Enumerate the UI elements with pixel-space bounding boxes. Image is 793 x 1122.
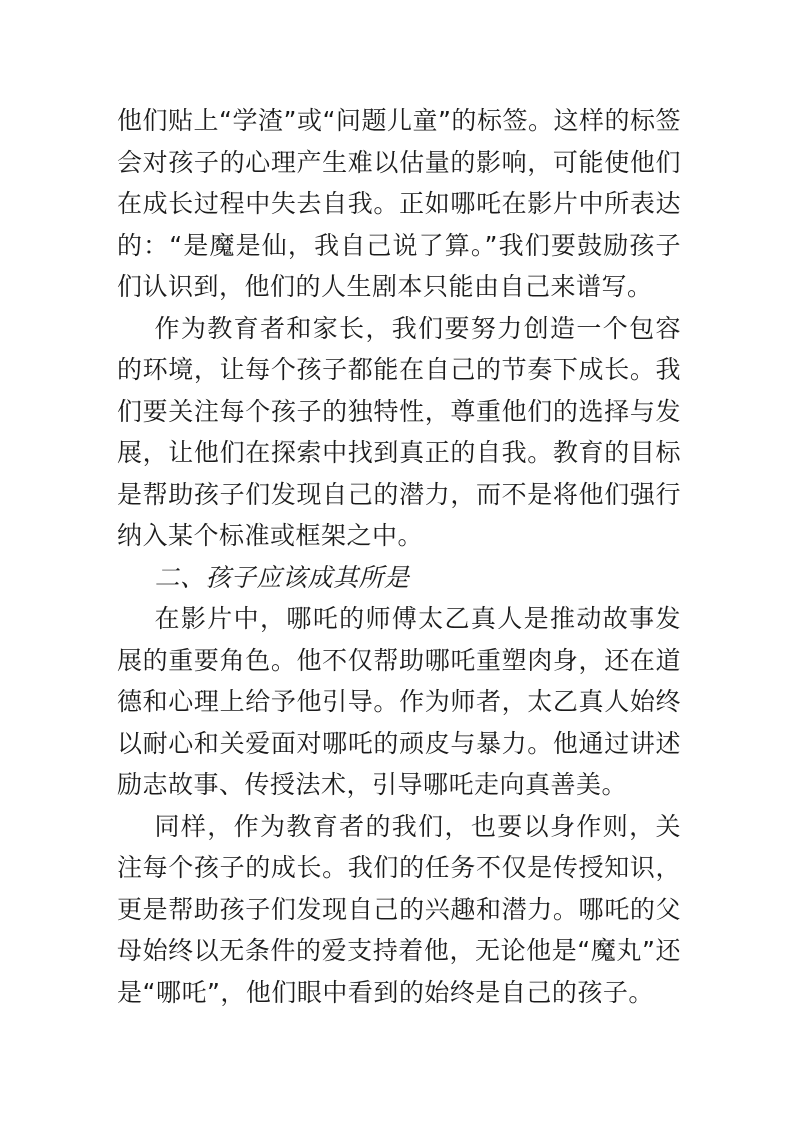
body-paragraph: 在影片中，哪吒的师傅太乙真人是推动故事发展的重要角色。他不仅帮助哪吒重塑肉身，还在道德和心理上给予他引导。作为师者，太乙真人始终以耐心和关爱面对哪吒的顽皮与暴力。他通过讲述励志故事、传授法术，引导哪吒走向真善美。: [117, 604, 681, 799]
body-paragraph: 同样，作为教育者的我们，也要以身作则，关注每个孩子的成长。我们的任务不仅是传授知识，更是帮助孩子们发现自己的兴趣和潜力。哪吒的父母始终以无条件的爱支持着他，无论他是“魔丸”还是“哪吒”，他们眼中看到的始终是自己的孩子。: [117, 811, 681, 1007]
body-paragraph-continued: 他们贴上“学渣”或“问题儿童”的标签。这样的标签会对孩子的心理产生难以估量的影响，可能使他们在成长过程中失去自我。正如哪吒在影片中所表达的：“是魔是仙，我自己说了算。”我们要鼓励孩子们认识到，他们的人生剧本只能由自己来谱写。: [117, 106, 681, 301]
document-body: [117, 100, 681, 1013]
section-heading: 二、孩子应该成其所是: [154, 562, 410, 592]
body-paragraph: 作为教育者和家长，我们要努力创造一个包容的环境，让每个孩子都能在自己的节奏下成长。我们要关注每个孩子的独特性，尊重他们的选择与发展，让他们在探索中找到真正的自我。教育的目标是帮助孩子们发现自己的潜力，而不是将他们强行纳入某个标准或框架之中。: [117, 313, 681, 550]
